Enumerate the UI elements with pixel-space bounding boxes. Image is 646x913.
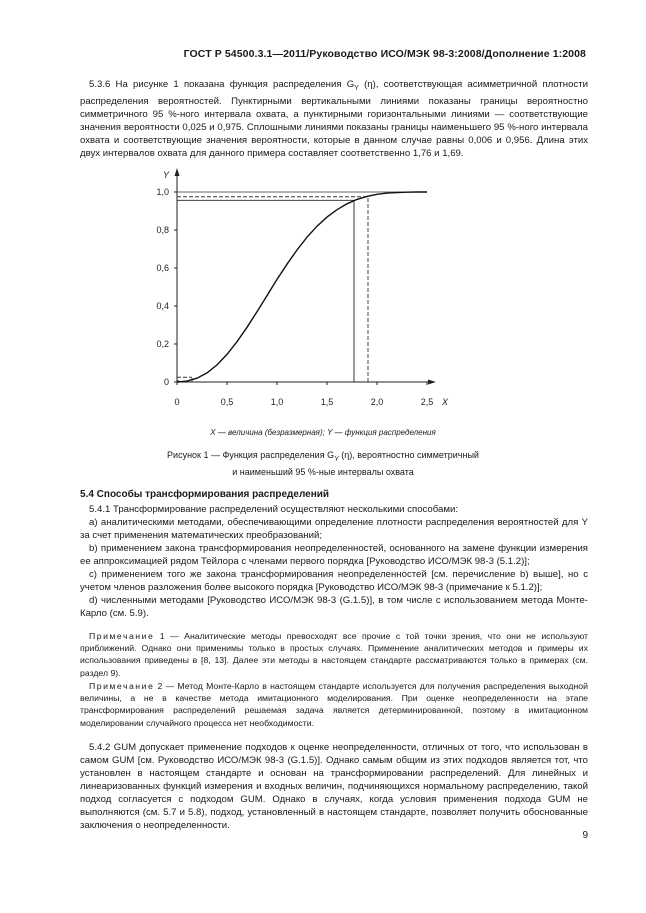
figure-caption <box>0 449 646 478</box>
x-tick-label: 0 <box>174 397 180 407</box>
section-5-4-body <box>80 503 588 620</box>
note1-label: Примечание <box>89 631 155 641</box>
fig-caption-line1-rest: (η), вероятностно симметричный <box>338 450 479 460</box>
running-header: ГОСТ Р 54500.3.1—2011/Руководство ИСО/МЭК 98-3:2008/Дополнение 1:2008 <box>183 48 586 60</box>
x-tick-label: 1,5 <box>320 397 334 407</box>
item-d: d) численными методами [Руководство ИСО/МЭК 98-3 (G.1.5)], в том числе с использованием метода Монте-Карло (см. 5.9). <box>80 595 588 619</box>
section-heading-5-4: 5.4 Способы трансформирования распределений <box>80 489 330 500</box>
item-b: b) применением закона трансформирования неопределенностей, основанного на замене функции измерения ее аппроксимацией рядом Тейлора с членами первого порядка [Руководство ИСО/МЭК 98-3 (5.1.2)]; <box>80 543 588 567</box>
fig-caption-line2: и наименьший 95 %-ные интервалы охвата <box>232 466 414 477</box>
chart-legend-caption: X — величина (безразмерная); Y — функция распределения <box>210 428 436 437</box>
note1-text: 1 — Аналитические методы превосходят все прочие с той точки зрения, что они не используют приближений. Однако они применимы только в простых случаях. Применение аналитических методов и примеры их использования приведены в [8, 13]. Далее эти методы в настоящем стандарте рассматриваются только в примерах (см. раздел 9). <box>80 631 588 678</box>
x-axis-arrow <box>428 380 436 385</box>
interval-lines <box>177 192 427 382</box>
para-5-4-1: 5.4.1 Трансформирование распределений осуществляют несколькими способами: <box>89 504 459 515</box>
page-number: 9 <box>582 830 588 841</box>
distribution-chart <box>0 0 646 425</box>
para-536-rest: (η), соответствующая асимметричной плотности распределения вероятностей. Пунктирными вертикальными линиями показаны границы вероятностно симметричного 95 %-ного интервала охвата, а пунктирными горизонтальными линиями — соответствующие значения вероятности 0,025 и 0,975. Сплошными линиями показаны границы наименьшего 95 %-ного интервала охвата и соответствующие значения вероятности, которые в данном случае равны 0,006 и 0,956. Длина этих двух интервалов охвата для данного примера составляет соответственно 1,76 и 1,69. <box>80 79 588 159</box>
note2-text: 2 — Метод Монте-Карло в настоящем стандарте используется для получения распределения выходной величины, а не в качестве метода имитационного моделирования. При оценке неопределенности на этапе трансформирования распределений решаемая задача является детерминированной, поэтому в имитационном моделировании случайного процесса нет необходимости. <box>80 681 588 728</box>
y-tick-label: 0,2 <box>156 339 169 349</box>
para-5-4-2: 5.4.2 GUM допускает применение подходов к оценке неопределенности, отличных от того, что использован в самом GUM [см. Руководство ИСО/МЭК 98-3 (G.1.5)]. Однако самым общим из этих подходов является тот, что установлен в настоящем стандарте и основан на трансформировании распределений. Для линейных и линеаризованных функций измерения и входных величин, подчиняющихся нормальному распределению, такой подход согласуется с подходом GUM. Однако в случаях, когда условия применения подхода GUM не выполняются (см. 5.7 и 5.8), подход, установленный в настоящем стандарте, позволяет получить обоснованные заключения о неопределенности. <box>80 742 588 831</box>
x-tick-label: 2,5 <box>420 397 434 407</box>
paragraph-5-4-2 <box>80 741 588 832</box>
distribution-curve <box>177 192 427 382</box>
curve-group <box>177 192 427 382</box>
x-tick-label: 1,0 <box>270 397 284 407</box>
para-536-sub: Y <box>354 84 359 92</box>
para-536-start: 5.3.6 На рисунке 1 показана функция распределения G <box>89 79 355 90</box>
item-a: а) аналитическими методами, обеспечивающими определение плотности распределения вероятностей для Y за счет применения математических преобразований; <box>80 517 588 541</box>
y-tick-label: 0,4 <box>156 301 169 311</box>
y-tick-label: 0,6 <box>156 263 169 273</box>
note-1 <box>80 630 588 679</box>
tick-labels <box>156 170 449 407</box>
y-tick-label: 1,0 <box>156 187 169 197</box>
y-axis-label: Y <box>163 170 170 180</box>
fig-caption-sub: Y <box>334 455 339 463</box>
fig-caption-line1: Рисунок 1 — Функция распределения G <box>167 450 335 460</box>
note-2 <box>80 680 588 729</box>
note2-label: Примечание <box>89 681 155 691</box>
y-axis-arrow <box>175 168 180 176</box>
x-tick-label: 2,0 <box>370 397 384 407</box>
item-c: c) применением того же закона трансформирования неопределенностей [см. перечисление b) выше], но с учетом членов разложения более высокого порядка [Руководство ИСО/МЭК 98-3 (примечание к 5.1.2)]; <box>80 569 588 593</box>
x-tick-label: 0,5 <box>220 397 234 407</box>
y-tick-label: 0 <box>163 377 169 387</box>
x-axis-label: X <box>442 397 449 407</box>
y-tick-label: 0,8 <box>156 225 169 235</box>
